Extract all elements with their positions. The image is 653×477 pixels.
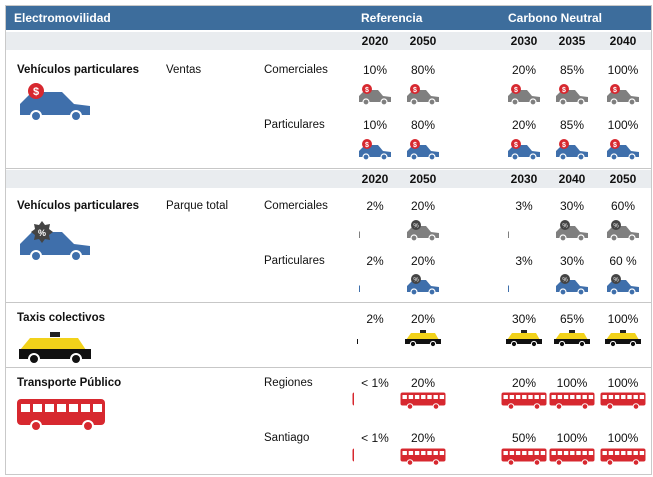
- electromovilidad-table: [5, 5, 652, 475]
- value-cell: 100%: [556, 431, 588, 445]
- fill-icon: [507, 220, 509, 242]
- fill-icon: [356, 330, 358, 348]
- fill-icon: [400, 391, 409, 411]
- value-cell: 100%: [607, 312, 639, 326]
- fill-icon: [600, 447, 646, 467]
- fill-icon: [358, 274, 360, 296]
- value-cell: 100%: [607, 118, 639, 132]
- value-cell: 50%: [511, 431, 537, 445]
- year-label: 2040: [609, 34, 637, 48]
- fill-icon: [507, 84, 518, 106]
- fill-icon: [549, 391, 595, 411]
- year-label: 2050: [409, 172, 437, 186]
- svg-text:$: $: [413, 142, 417, 149]
- row-label-comerciales: Comerciales: [264, 200, 328, 212]
- value-cell: 100%: [607, 63, 639, 77]
- value-cell: 60%: [610, 199, 636, 213]
- fill-icon: [406, 220, 419, 242]
- svg-text:$: $: [365, 142, 369, 149]
- value-cell: < 1%: [361, 431, 389, 445]
- row-label-particulares: Particulares: [264, 119, 325, 131]
- value-cell: 20%: [410, 312, 436, 326]
- value-cell: 85%: [559, 63, 585, 77]
- section-sub-sales: Ventas: [166, 64, 202, 76]
- divider: [6, 302, 651, 303]
- fill-icon: [555, 139, 584, 161]
- value-cell: 10%: [362, 63, 388, 77]
- year-label: 2035: [558, 34, 586, 48]
- fill-icon: [505, 330, 516, 348]
- fill-icon: [358, 84, 369, 106]
- car-stock-icon: [16, 220, 94, 262]
- svg-text:$: $: [613, 87, 617, 94]
- row-label-santiago: Santiago: [264, 432, 310, 444]
- section-title-taxi: Taxis colectivos: [17, 312, 105, 324]
- svg-text:%: %: [562, 277, 568, 284]
- value-cell: 80%: [410, 118, 436, 132]
- value-cell: 30%: [559, 199, 585, 213]
- svg-text:$: $: [562, 142, 566, 149]
- section-title-bus: Transporte Público: [17, 377, 122, 389]
- value-cell: 3%: [515, 254, 533, 268]
- svg-text:%: %: [613, 277, 619, 284]
- fill-icon: [555, 220, 568, 242]
- taxi-icon: [16, 330, 94, 366]
- value-cell: 100%: [607, 376, 639, 390]
- year-label: 2050: [609, 172, 637, 186]
- svg-text:$: $: [613, 142, 617, 149]
- section-title-stock: Vehículos particulares: [17, 200, 140, 212]
- year-label: 2040: [558, 172, 586, 186]
- fill-icon: [553, 330, 578, 348]
- value-cell: 85%: [559, 118, 585, 132]
- svg-text:$: $: [562, 87, 566, 94]
- svg-text:%: %: [562, 223, 568, 230]
- value-cell: 10%: [362, 118, 388, 132]
- fill-icon: [606, 274, 626, 296]
- fill-icon: [507, 274, 509, 296]
- bus-icon: [16, 395, 108, 435]
- year-label: 2030: [510, 172, 538, 186]
- row-label-comerciales: Comerciales: [264, 64, 328, 76]
- value-cell: 30%: [559, 254, 585, 268]
- fill-icon: [358, 139, 369, 161]
- header-referencia: Referencia: [361, 11, 423, 25]
- value-cell: 20%: [511, 118, 537, 132]
- value-cell: 65%: [559, 312, 585, 326]
- svg-text:$: $: [514, 87, 518, 94]
- fill-icon: [406, 84, 433, 106]
- value-cell: 20%: [410, 254, 436, 268]
- header-title: Electromovilidad: [14, 11, 111, 25]
- fill-icon: [406, 139, 433, 161]
- fill-icon: [501, 447, 524, 467]
- svg-text:%: %: [37, 228, 47, 238]
- fill-icon: [404, 330, 412, 348]
- value-cell: 30%: [511, 312, 537, 326]
- svg-text:%: %: [413, 223, 419, 230]
- section-title-sales: Vehículos particulares: [17, 64, 140, 76]
- year-label: 2050: [409, 34, 437, 48]
- svg-text:%: %: [613, 223, 619, 230]
- fill-icon: [507, 139, 518, 161]
- fill-icon: [555, 84, 584, 106]
- year-bar-mid: [6, 170, 651, 188]
- header-bar: [6, 6, 651, 30]
- value-cell: 20%: [410, 431, 436, 445]
- value-cell: 2%: [366, 199, 384, 213]
- fill-icon: [352, 447, 354, 467]
- year-label: 2020: [361, 34, 389, 48]
- value-cell: 20%: [410, 376, 436, 390]
- svg-text:$: $: [413, 87, 417, 94]
- value-cell: 80%: [410, 63, 436, 77]
- divider: [6, 168, 651, 169]
- value-cell: 20%: [511, 63, 537, 77]
- divider: [6, 367, 651, 368]
- row-label-regiones: Regiones: [264, 377, 313, 389]
- fill-icon: [555, 274, 568, 296]
- value-cell: 3%: [515, 199, 533, 213]
- value-cell: 20%: [410, 199, 436, 213]
- svg-text:$: $: [514, 142, 518, 149]
- fill-icon: [549, 447, 595, 467]
- value-cell: 100%: [556, 376, 588, 390]
- year-bar-top: [6, 32, 651, 50]
- fill-icon: [606, 84, 640, 106]
- fill-icon: [606, 139, 640, 161]
- car-sales-icon: [16, 82, 94, 122]
- row-label-particulares: Particulares: [264, 255, 325, 267]
- value-cell: < 1%: [361, 376, 389, 390]
- fill-icon: [358, 220, 360, 242]
- fill-icon: [604, 330, 642, 348]
- value-cell: 2%: [366, 254, 384, 268]
- header-carbono-neutral: Carbono Neutral: [508, 11, 603, 25]
- value-cell: 100%: [607, 431, 639, 445]
- value-cell: 60 %: [609, 254, 637, 268]
- fill-icon: [400, 447, 409, 467]
- value-cell: 20%: [511, 376, 537, 390]
- fill-icon: [352, 391, 354, 411]
- year-label: 2030: [510, 34, 538, 48]
- year-label: 2020: [361, 172, 389, 186]
- svg-text:$: $: [32, 86, 40, 98]
- fill-icon: [406, 274, 419, 296]
- fill-icon: [501, 391, 510, 411]
- fill-icon: [606, 220, 626, 242]
- svg-text:%: %: [413, 277, 419, 284]
- svg-text:$: $: [365, 87, 369, 94]
- section-sub-stock: Parque total: [166, 200, 229, 212]
- value-cell: 2%: [366, 312, 384, 326]
- fill-icon: [600, 391, 646, 411]
